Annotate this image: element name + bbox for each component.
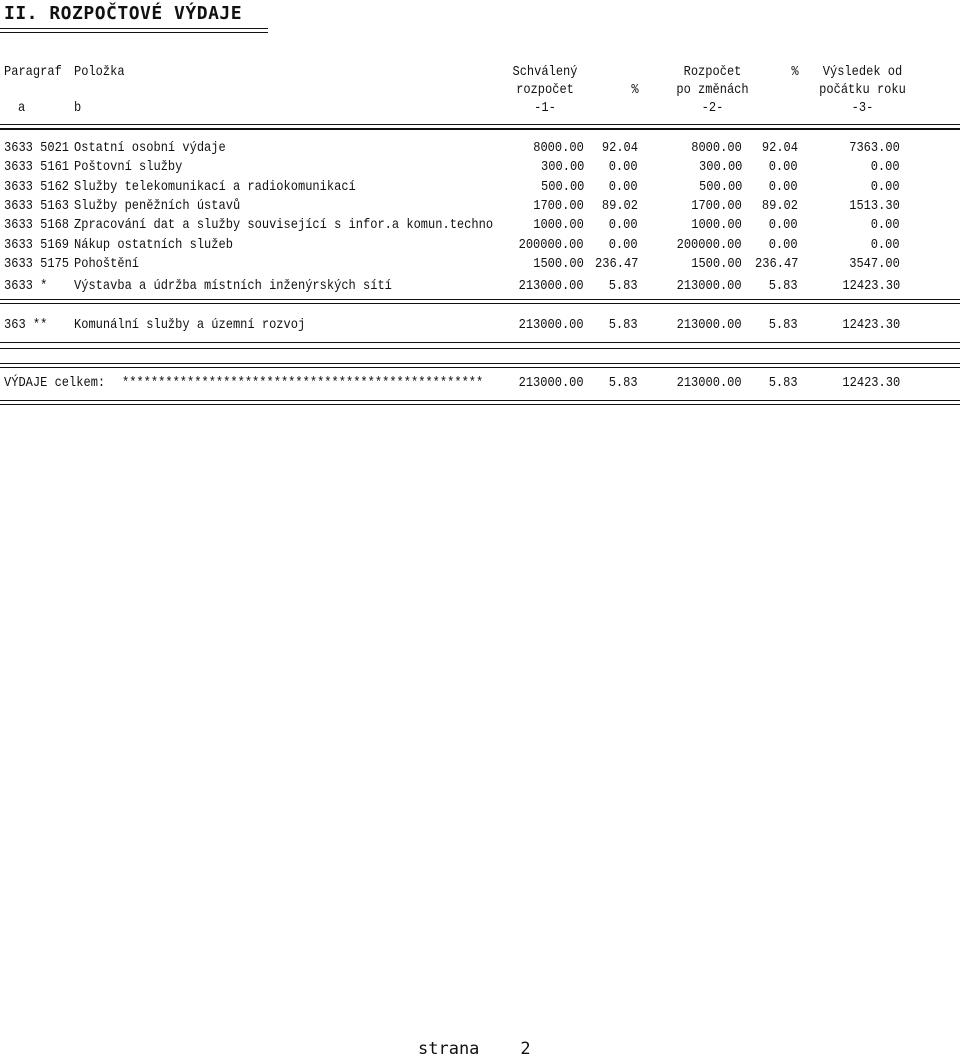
header-col-2: -2- xyxy=(701,100,724,116)
row-pct2: 89.02 xyxy=(761,198,798,214)
row-vysledek: 1513.30 xyxy=(849,198,900,214)
header-polozka: Položka xyxy=(74,64,125,80)
header-schvaleny-2: rozpočet xyxy=(516,82,574,98)
grand-total-rozpocet: 213000.00 xyxy=(676,375,742,391)
row-code: 3633 5161 xyxy=(4,159,70,175)
group-total-name: Komunální služby a územní rozvoj xyxy=(74,317,306,333)
row-pct1: 89.02 xyxy=(601,198,638,214)
row-pct2: 92.04 xyxy=(761,140,798,156)
group-rule-1 xyxy=(0,342,960,343)
row-name: Zpracování dat a služby související s infor.a komun.techno xyxy=(74,217,494,233)
row-pct2: 0.00 xyxy=(769,217,798,233)
subtotal-name: Výstavba a údržba místních inženýrských sítí xyxy=(74,278,392,294)
group-total-schvaleny: 213000.00 xyxy=(518,317,584,333)
row-code: 3633 5169 xyxy=(4,237,70,253)
row-rozpocet: 200000.00 xyxy=(676,237,742,253)
header-percent-1: % xyxy=(631,82,639,98)
grand-rule-2 xyxy=(0,404,960,405)
header-rule-bottom xyxy=(0,128,960,130)
row-pct2: 236.47 xyxy=(754,256,798,272)
header-schvaleny: Schválený xyxy=(512,64,578,80)
row-schvaleny: 1500.00 xyxy=(533,256,584,272)
row-name: Poštovní služby xyxy=(74,159,183,175)
page-spacer xyxy=(479,1039,520,1059)
row-code: 3633 5162 xyxy=(4,179,70,195)
grand-total-vysledek: 12423.30 xyxy=(842,375,900,391)
subtotal-rule-bottom xyxy=(0,303,960,304)
group-rule-3 xyxy=(0,363,960,364)
subtotal-vysledek: 12423.30 xyxy=(842,278,900,294)
grand-total-pct2: 5.83 xyxy=(769,375,798,391)
row-name: Nákup ostatních služeb xyxy=(74,237,233,253)
row-name: Služby telekomunikací a radiokomunikací xyxy=(74,179,356,195)
group-rule-4 xyxy=(0,367,960,368)
row-code: 3633 5175 xyxy=(4,256,70,272)
row-schvaleny: 1700.00 xyxy=(533,198,584,214)
header-col-a: a xyxy=(18,100,26,116)
page-title: II. ROZPOČTOVÉ VÝDAJE xyxy=(4,3,243,24)
header-rule-top xyxy=(0,124,960,125)
title-underline-top xyxy=(0,28,268,29)
page-label: strana xyxy=(418,1039,480,1059)
header-col-3: -3- xyxy=(851,100,874,116)
page-number: 2 xyxy=(520,1039,531,1059)
row-code: 3633 5021 xyxy=(4,140,70,156)
row-schvaleny: 8000.00 xyxy=(533,140,584,156)
header-percent-2: % xyxy=(791,64,799,80)
row-rozpocet: 300.00 xyxy=(698,159,742,175)
page-footer xyxy=(418,1039,531,1059)
group-total-code: 363 ** xyxy=(4,317,48,333)
row-rozpocet: 8000.00 xyxy=(691,140,742,156)
row-pct1: 0.00 xyxy=(609,179,638,195)
row-code: 3633 5168 xyxy=(4,217,70,233)
row-schvaleny: 500.00 xyxy=(540,179,584,195)
header-col-b: b xyxy=(74,100,82,116)
row-name: Ostatní osobní výdaje xyxy=(74,140,226,156)
row-code: 3633 5163 xyxy=(4,198,70,214)
row-schvaleny: 1000.00 xyxy=(533,217,584,233)
row-pct1: 0.00 xyxy=(609,159,638,175)
subtotal-code: 3633 * xyxy=(4,278,48,294)
header-rozpocet-2: po změnách xyxy=(676,82,749,98)
subtotal-pct1: 5.83 xyxy=(609,278,638,294)
row-vysledek: 0.00 xyxy=(871,159,900,175)
grand-total-schvaleny: 213000.00 xyxy=(518,375,584,391)
header-rozpocet: Rozpočet xyxy=(683,64,742,80)
subtotal-rozpocet: 213000.00 xyxy=(676,278,742,294)
group-total-pct1: 5.83 xyxy=(609,317,638,333)
row-vysledek: 3547.00 xyxy=(849,256,900,272)
row-schvaleny: 300.00 xyxy=(540,159,584,175)
title-underline-bottom xyxy=(0,32,268,33)
row-name: Pohoštění xyxy=(74,256,140,272)
row-schvaleny: 200000.00 xyxy=(518,237,584,253)
row-rozpocet: 1500.00 xyxy=(691,256,742,272)
row-pct2: 0.00 xyxy=(769,237,798,253)
row-vysledek: 0.00 xyxy=(871,179,900,195)
row-name: Služby peněžních ústavů xyxy=(74,198,241,214)
row-rozpocet: 1700.00 xyxy=(691,198,742,214)
grand-rule-1 xyxy=(0,400,960,401)
row-pct1: 0.00 xyxy=(609,237,638,253)
row-pct1: 92.04 xyxy=(601,140,638,156)
header-vysledek: Výsledek od xyxy=(822,64,903,80)
row-vysledek: 0.00 xyxy=(871,237,900,253)
row-pct1: 236.47 xyxy=(594,256,638,272)
row-pct2: 0.00 xyxy=(769,179,798,195)
header-paragraf: Paragraf xyxy=(4,64,62,80)
group-rule-2 xyxy=(0,348,960,349)
row-vysledek: 7363.00 xyxy=(849,140,900,156)
row-rozpocet: 1000.00 xyxy=(691,217,742,233)
grand-total-label: VÝDAJE celkem: xyxy=(4,375,106,391)
subtotal-pct2: 5.83 xyxy=(769,278,798,294)
row-vysledek: 0.00 xyxy=(871,217,900,233)
row-pct2: 0.00 xyxy=(769,159,798,175)
grand-total-pct1: 5.83 xyxy=(609,375,638,391)
group-total-pct2: 5.83 xyxy=(769,317,798,333)
subtotal-rule-top xyxy=(0,299,960,300)
subtotal-schvaleny: 213000.00 xyxy=(518,278,584,294)
row-rozpocet: 500.00 xyxy=(698,179,742,195)
header-col-1: -1- xyxy=(534,100,556,116)
header-vysledek-2: počátku roku xyxy=(819,82,906,98)
row-pct1: 0.00 xyxy=(609,217,638,233)
grand-total-stars: ************************************************** xyxy=(122,375,484,391)
group-total-rozpocet: 213000.00 xyxy=(676,317,742,333)
group-total-vysledek: 12423.30 xyxy=(842,317,900,333)
